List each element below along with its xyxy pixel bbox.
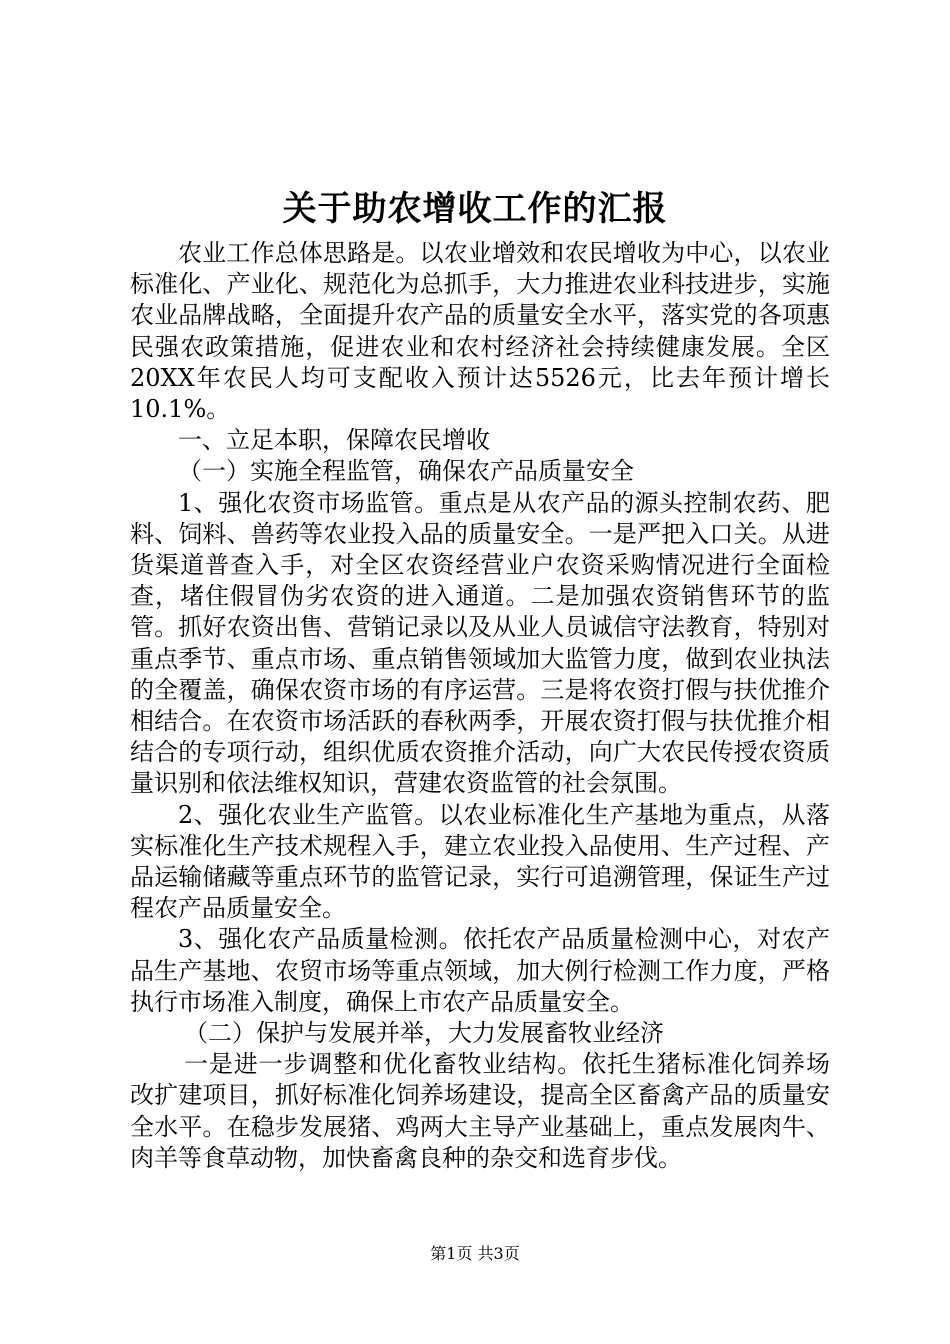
heading-subsection-1: （一）实施全程监管，确保农产品质量安全 xyxy=(178,457,634,486)
document-body xyxy=(130,238,830,1174)
paragraph-item-3: 3、强化农产品质量检测。依托农产品质量检测中心，对农产品生产基地、农贸市场等重点领域，加大例行检测工作力度，严格执行市场准入制度，确保上市农产品质量安全。 xyxy=(130,925,830,1016)
paragraph-item-1: 1、强化农资市场监管。重点是从农产品的源头控制农药、肥料、饲料、兽药等农业投入品的质量安全。一是严把入口关。从进货渠道普查入手，对全区农资经营业户农资采购情况进行全面检查，堵住假冒伪劣农资的进入通道。二是加强农资销售环节的监管。抓好农资出售、营销记录以及从业人员诚信守法教育，特别对重点季节、重点市场、重点销售领域加大监管力度，做到农业执法的全覆盖，确保农资市场的有序运营。三是将农资打假与扶优推介相结合。在农资市场活跃的春秋两季，开展农资打假与扶优推介相结合的专项行动，组织优质农资推介活动，向广大农民传授农资质量识别和依法维权知识，营建农资监管的社会氛围。 xyxy=(130,488,830,798)
paragraph-overview: 农业工作总体思路是。以农业增效和农民增收为中心，以农业标准化、产业化、规范化为总抓手，大力推进农业科技进步，实施农业品牌战略，全面提升农产品的质量安全水平，落实党的各项惠民强农政策措施，促进农业和农村经济社会持续健康发展。全区20XX年农民人均可支配收入预计达5526元，比去年预计增长10.1%。 xyxy=(130,239,830,424)
paragraph-livestock: 一是进一步调整和优化畜牧业结构。依托生猪标准化饲养场改扩建项目，抓好标准化饲养场建设，提高全区畜禽产品的质量安全水平。在稳步发展猪、鸡两大主导产业基础上，重点发展肉牛、肉羊等食草动物，加快畜禽良种的杂交和选育步伐。 xyxy=(130,1050,830,1172)
paragraph-item-2: 2、强化农业生产监管。以农业标准化生产基地为重点，从落实标准化生产技术规程入手，建立农业投入品使用、生产过程、产品运输储藏等重点环节的监管记录，实行可追溯管理，保证生产过程农产品质量安全。 xyxy=(130,800,830,923)
heading-section-1: 一、立足本职，保障农民增收 xyxy=(178,426,490,455)
page-number: 第1页 共3页 xyxy=(430,1244,520,1263)
heading-subsection-2: （二）保护与发展并举，大力发展畜牧业经济 xyxy=(184,1019,664,1048)
document-title: 关于助农增收工作的汇报 xyxy=(282,189,668,229)
